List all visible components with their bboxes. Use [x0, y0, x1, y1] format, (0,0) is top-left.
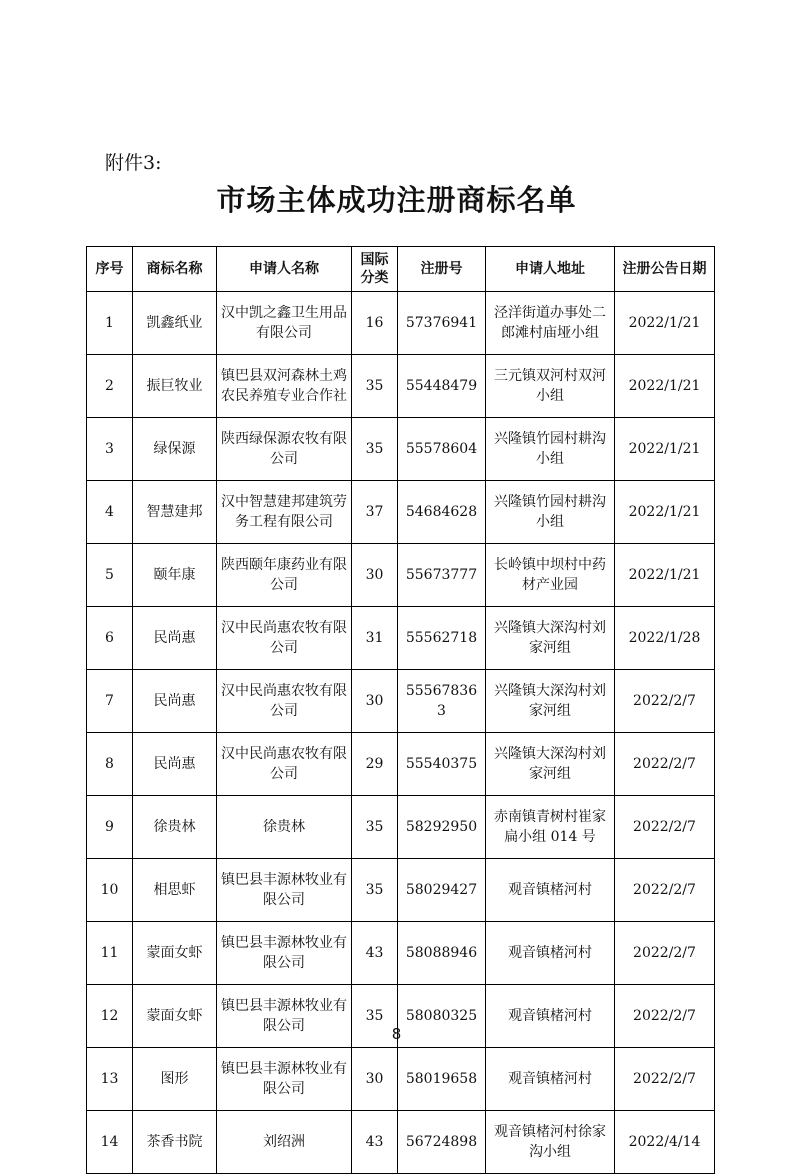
cell-intl-class: 35	[352, 985, 398, 1048]
cell-trademark-name: 振巨牧业	[133, 355, 217, 418]
cell-applicant-address: 泾洋街道办事处二郎滩村庙垭小组	[486, 292, 615, 355]
cell-applicant-address: 观音镇楮河村徐家沟小组	[486, 1111, 615, 1174]
cell-applicant-address: 三元镇双河村双河小组	[486, 355, 615, 418]
table-header-row	[87, 247, 715, 292]
cell-applicant-name: 陕西绿保源农牧有限公司	[217, 418, 352, 481]
cell-announcement-date: 2022/1/21	[615, 355, 715, 418]
table-row	[87, 670, 715, 733]
cell-applicant-address: 兴隆镇大深沟村刘家河组	[486, 733, 615, 796]
cell-applicant-name: 镇巴县丰源林牧业有限公司	[217, 1048, 352, 1111]
cell-applicant-address: 赤南镇青树村崔家扁小组 014 号	[486, 796, 615, 859]
cell-intl-class: 31	[352, 607, 398, 670]
table-row	[87, 1111, 715, 1174]
cell-index: 12	[87, 985, 133, 1048]
cell-intl-class: 37	[352, 481, 398, 544]
cell-registration-no: 55673777	[398, 544, 486, 607]
cell-registration-no: 58029427	[398, 859, 486, 922]
cell-registration-no: 55448479	[398, 355, 486, 418]
header-index: 序号	[87, 247, 133, 292]
cell-applicant-name: 汉中民尚惠农牧有限公司	[217, 733, 352, 796]
cell-announcement-date: 2022/1/21	[615, 481, 715, 544]
cell-index: 4	[87, 481, 133, 544]
cell-index: 10	[87, 859, 133, 922]
cell-applicant-address: 观音镇楮河村	[486, 985, 615, 1048]
cell-announcement-date: 2022/2/7	[615, 670, 715, 733]
cell-announcement-date: 2022/2/7	[615, 859, 715, 922]
cell-trademark-name: 蒙面女虾	[133, 922, 217, 985]
table-row	[87, 1048, 715, 1111]
cell-applicant-name: 汉中凯之鑫卫生用品有限公司	[217, 292, 352, 355]
cell-registration-no: 58088946	[398, 922, 486, 985]
cell-applicant-address: 观音镇楮河村	[486, 922, 615, 985]
cell-trademark-name: 颐年康	[133, 544, 217, 607]
cell-applicant-address: 兴隆镇竹园村耕沟小组	[486, 481, 615, 544]
cell-trademark-name: 绿保源	[133, 418, 217, 481]
table-row	[87, 418, 715, 481]
cell-applicant-name: 镇巴县丰源林牧业有限公司	[217, 859, 352, 922]
cell-trademark-name: 民尚惠	[133, 733, 217, 796]
header-trademark-name: 商标名称	[133, 247, 217, 292]
cell-registration-no: 55578604	[398, 418, 486, 481]
cell-applicant-address: 兴隆镇竹园村耕沟小组	[486, 418, 615, 481]
cell-intl-class: 30	[352, 544, 398, 607]
cell-applicant-name: 刘绍洲	[217, 1111, 352, 1174]
table-row	[87, 796, 715, 859]
cell-index: 14	[87, 1111, 133, 1174]
table-row	[87, 922, 715, 985]
cell-trademark-name: 凯鑫纸业	[133, 292, 217, 355]
cell-announcement-date: 2022/2/7	[615, 796, 715, 859]
cell-intl-class: 29	[352, 733, 398, 796]
cell-registration-no: 55540375	[398, 733, 486, 796]
header-applicant-name: 申请人名称	[217, 247, 352, 292]
cell-trademark-name: 徐贵林	[133, 796, 217, 859]
cell-intl-class: 43	[352, 1111, 398, 1174]
cell-applicant-address: 兴隆镇大深沟村刘家河组	[486, 607, 615, 670]
header-applicant-address: 申请人地址	[486, 247, 615, 292]
cell-announcement-date: 2022/2/7	[615, 1048, 715, 1111]
cell-index: 3	[87, 418, 133, 481]
cell-index: 11	[87, 922, 133, 985]
table-row	[87, 481, 715, 544]
header-registration-no: 注册号	[398, 247, 486, 292]
cell-intl-class: 30	[352, 1048, 398, 1111]
cell-applicant-name: 汉中智慧建邦建筑劳务工程有限公司	[217, 481, 352, 544]
cell-index: 7	[87, 670, 133, 733]
cell-applicant-name: 徐贵林	[217, 796, 352, 859]
cell-trademark-name: 相思虾	[133, 859, 217, 922]
cell-intl-class: 35	[352, 796, 398, 859]
document-title: 市场主体成功注册商标名单	[216, 183, 577, 217]
table-row	[87, 292, 715, 355]
cell-applicant-address: 观音镇楮河村	[486, 859, 615, 922]
cell-intl-class: 35	[352, 418, 398, 481]
cell-applicant-address: 观音镇楮河村	[486, 1048, 615, 1111]
cell-index: 9	[87, 796, 133, 859]
cell-trademark-name: 民尚惠	[133, 607, 217, 670]
cell-registration-no: 54684628	[398, 481, 486, 544]
cell-trademark-name: 智慧建邦	[133, 481, 217, 544]
cell-trademark-name: 蒙面女虾	[133, 985, 217, 1048]
table-row	[87, 544, 715, 607]
attachment-label: 附件3:	[105, 152, 162, 174]
cell-announcement-date: 2022/1/28	[615, 607, 715, 670]
header-announcement-date: 注册公告日期	[615, 247, 715, 292]
cell-applicant-address: 长岭镇中坝村中药材产业园	[486, 544, 615, 607]
table-row	[87, 607, 715, 670]
cell-announcement-date: 2022/2/7	[615, 733, 715, 796]
cell-announcement-date: 2022/1/21	[615, 292, 715, 355]
cell-intl-class: 30	[352, 670, 398, 733]
cell-index: 13	[87, 1048, 133, 1111]
cell-intl-class: 43	[352, 922, 398, 985]
cell-registration-no: 55562718	[398, 607, 486, 670]
table-row	[87, 859, 715, 922]
page-number: 8	[391, 1025, 402, 1043]
cell-applicant-name: 汉中民尚惠农牧有限公司	[217, 607, 352, 670]
cell-registration-no: 58019658	[398, 1048, 486, 1111]
cell-applicant-name: 汉中民尚惠农牧有限公司	[217, 670, 352, 733]
cell-applicant-name: 镇巴县双河森林土鸡农民养殖专业合作社	[217, 355, 352, 418]
table-row	[87, 733, 715, 796]
cell-applicant-address: 兴隆镇大深沟村刘家河组	[486, 670, 615, 733]
cell-intl-class: 35	[352, 859, 398, 922]
cell-index: 1	[87, 292, 133, 355]
cell-trademark-name: 茶香书院	[133, 1111, 217, 1174]
cell-applicant-name: 镇巴县丰源林牧业有限公司	[217, 922, 352, 985]
cell-registration-no: 56724898	[398, 1111, 486, 1174]
cell-trademark-name: 图形	[133, 1048, 217, 1111]
cell-applicant-name: 陕西颐年康药业有限公司	[217, 544, 352, 607]
cell-trademark-name: 民尚惠	[133, 670, 217, 733]
cell-registration-no: 555678363	[398, 670, 486, 733]
cell-registration-no: 58080325	[398, 985, 486, 1048]
cell-index: 5	[87, 544, 133, 607]
cell-announcement-date: 2022/4/14	[615, 1111, 715, 1174]
cell-announcement-date: 2022/2/7	[615, 985, 715, 1048]
cell-index: 8	[87, 733, 133, 796]
cell-announcement-date: 2022/1/21	[615, 544, 715, 607]
cell-index: 2	[87, 355, 133, 418]
cell-intl-class: 16	[352, 292, 398, 355]
cell-announcement-date: 2022/1/21	[615, 418, 715, 481]
table-row	[87, 355, 715, 418]
cell-registration-no: 57376941	[398, 292, 486, 355]
cell-announcement-date: 2022/2/7	[615, 922, 715, 985]
cell-index: 6	[87, 607, 133, 670]
cell-registration-no: 58292950	[398, 796, 486, 859]
cell-applicant-name: 镇巴县丰源林牧业有限公司	[217, 985, 352, 1048]
cell-intl-class: 35	[352, 355, 398, 418]
header-intl-class: 国际分类	[352, 247, 398, 292]
